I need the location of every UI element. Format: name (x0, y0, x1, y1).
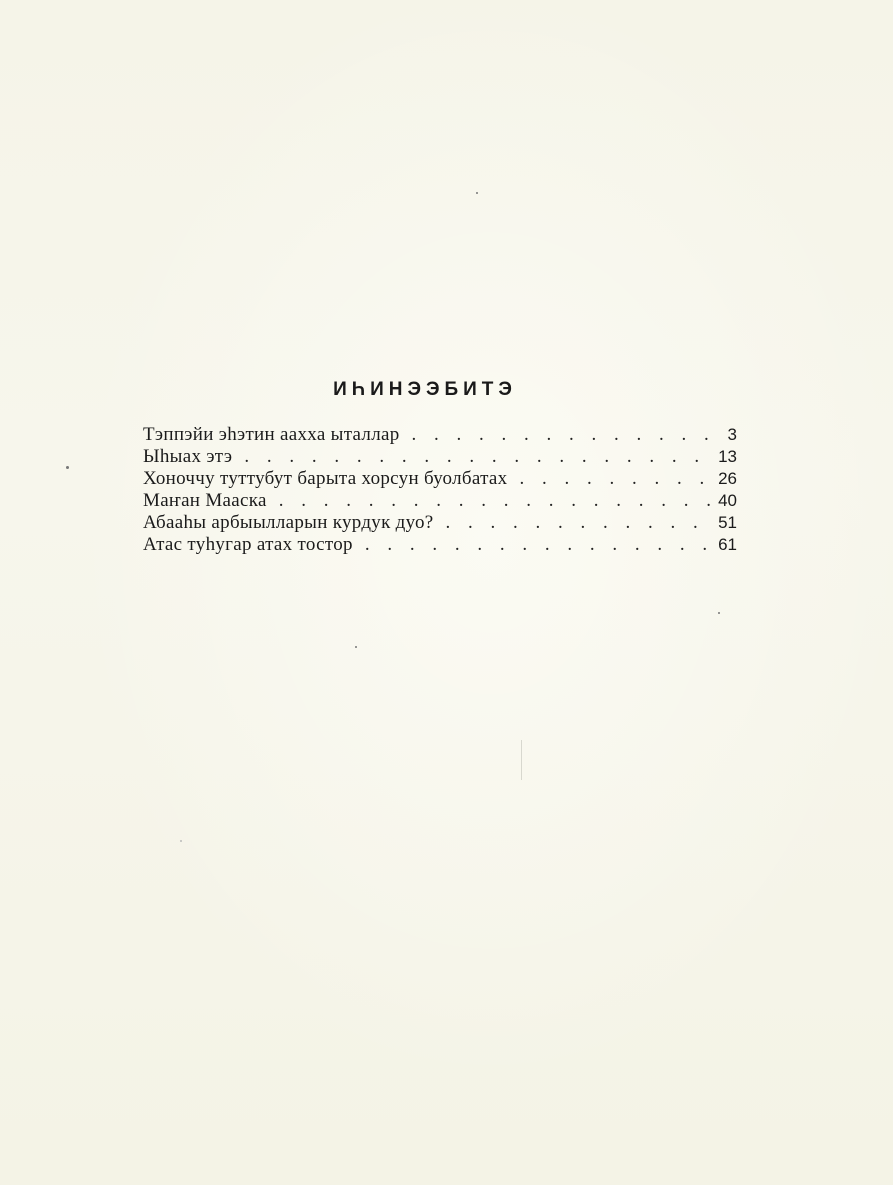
toc-heading: ИҺИНЭЭБИТЭ (333, 379, 517, 400)
table-of-contents (143, 424, 737, 556)
toc-entry-page: 26 (718, 469, 737, 488)
toc-entry-title: Атас туһугар атах тостор (143, 534, 353, 555)
dot-leader (412, 424, 711, 446)
toc-entry-page: 61 (718, 535, 737, 554)
paper-speck (718, 612, 720, 614)
toc-entry (143, 468, 737, 490)
toc-entry-page: 3 (727, 425, 737, 444)
dot-leader (446, 512, 711, 534)
toc-entry-title: Хоноччу туттубут барыта хорсун буолбатах (143, 468, 508, 489)
dot-leader (279, 490, 711, 512)
dot-leader (519, 468, 711, 490)
toc-entry (143, 446, 737, 468)
bleed-through-mark (521, 740, 522, 780)
paper-speck (180, 840, 182, 842)
paper-speck (66, 466, 69, 469)
dot-leader (244, 446, 711, 468)
paper-speck (355, 646, 357, 648)
toc-entry-title: Ыһыах этэ (143, 446, 233, 467)
toc-entry-page: 51 (718, 513, 737, 532)
paper-speck (476, 192, 478, 194)
toc-entry (143, 424, 737, 446)
toc-entry (143, 490, 737, 512)
toc-entry-title: Тэппэйи эһэтин аахха ыталлар (143, 424, 400, 445)
toc-entry-page: 13 (718, 447, 737, 466)
toc-entry (143, 534, 737, 556)
toc-entry-title: Маҥан Мааска (143, 490, 267, 511)
toc-entry-title: Абааһы арбыылларын курдук дуо? (143, 512, 434, 533)
toc-entry (143, 512, 737, 534)
dot-leader (365, 534, 711, 556)
toc-entry-page: 40 (718, 491, 737, 510)
